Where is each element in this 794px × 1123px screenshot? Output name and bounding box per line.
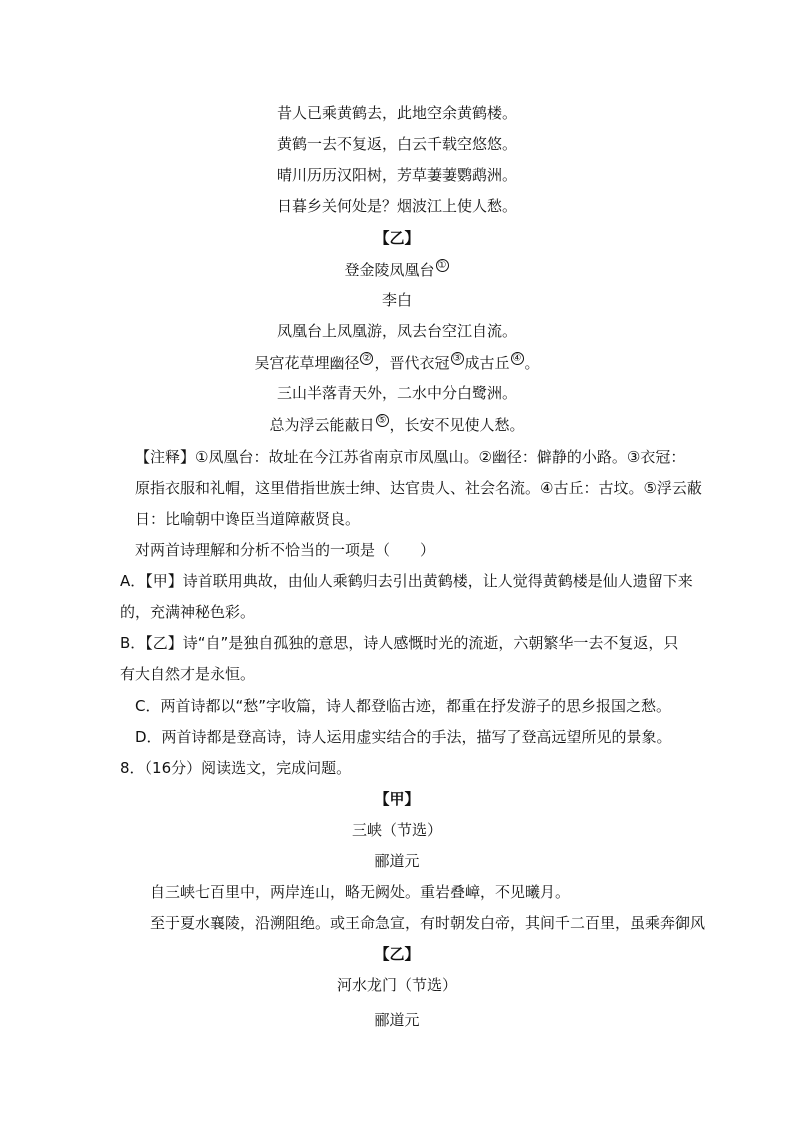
footnote-marker: ③ (451, 352, 464, 365)
poem-yi-line-1: 凤凰台上凤凰游，凤去台空江自流。 (276, 322, 517, 340)
passage-jia-author: 郦道元 (374, 852, 420, 870)
passage-yi-title: 河水龙门（节选） (336, 976, 457, 994)
option-c: C．两首诗都以“愁”字收篇，诗人都登临古迹，都重在抒发游子的思乡报国之愁。 (135, 697, 672, 715)
passage-jia-paragraph-2: 至于夏水襄陵，沿溯阻绝。或王命急宣，有时朝发白帝，其间千二百里，虽乘奔御风 (150, 914, 706, 932)
option-a-cont: 的，充满神秘色彩。 (120, 603, 256, 621)
passage-jia-paragraph-1: 自三峡七百里中，两岸连山，略无阙处。重岩叠嶂，不见曦月。 (150, 883, 571, 901)
passage-yi-label: 【乙】 (374, 945, 420, 963)
poem-yi-line-3: 三山半落青天外，二水中分白鹭洲。 (276, 384, 517, 402)
question-stem: 对两首诗理解和分析不恰当的一项是（ ） (135, 541, 436, 559)
footnote-marker: ⑤ (376, 414, 389, 427)
question-8-stem: 8．（16分）阅读选文，完成问题。 (120, 759, 352, 777)
option-b-cont: 有大自然才是永恒。 (120, 665, 256, 683)
annotation-line-3: 日：比喻朝中谗臣当道障蔽贤良。 (135, 510, 361, 528)
option-d: D．两首诗都是登高诗，诗人运用虚实结合的手法，描写了登高远望所见的景象。 (135, 728, 672, 746)
footnote-marker: ① (436, 259, 449, 272)
poem-jia-line-2: 黄鹤一去不复返，白云千载空悠悠。 (276, 135, 517, 153)
poem-yi-label: 【乙】 (374, 229, 420, 247)
poem-jia-line-1: 昔人已乘黄鹤去，此地空余黄鹤楼。 (276, 104, 517, 122)
option-b: B．【乙】诗“自”是独自孤独的意思，诗人感慨时光的流逝，六朝繁华一去不复返，只 (120, 634, 679, 652)
poem-jia-line-4: 日暮乡关何处是？烟波江上使人愁。 (276, 197, 517, 215)
poem-yi-author: 李白 (381, 291, 412, 309)
poem-jia-line-3: 晴川历历汉阳树，芳草萋萋鹦鹉洲。 (276, 166, 517, 184)
passage-jia-label: 【甲】 (374, 790, 420, 808)
annotation-line-2: 原指衣服和礼帽，这里借指世族士绅、达官贵人、社会名流。④古丘：古坟。⑤浮云蔽 (135, 479, 702, 497)
passage-jia-title: 三峡（节选） (351, 821, 442, 839)
poem-yi-line-2: 吴宫花草埋幽径 ② ，晋代衣冠 ③ 成古丘 ④ 。 (254, 353, 540, 372)
option-a: A．【甲】诗首联用典故，由仙人乘鹤归去引出黄鹤楼，让人觉得黄鹤楼是仙人遗留下来 (120, 572, 693, 590)
footnote-marker: ② (360, 352, 373, 365)
annotation-line-1: 【注释】①凤凰台：故址在今江苏省南京市凤凰山。②幽径：僻静的小路。③衣冠： (135, 448, 686, 466)
footnote-marker: ④ (511, 352, 524, 365)
poem-yi-title: 登金陵凤凰台 ① (0, 259, 794, 280)
poem-yi-line-4: 总为浮云能蔽日 ⑤ ，长安不见使人愁。 (269, 415, 525, 434)
passage-yi-author: 郦道元 (374, 1011, 420, 1029)
